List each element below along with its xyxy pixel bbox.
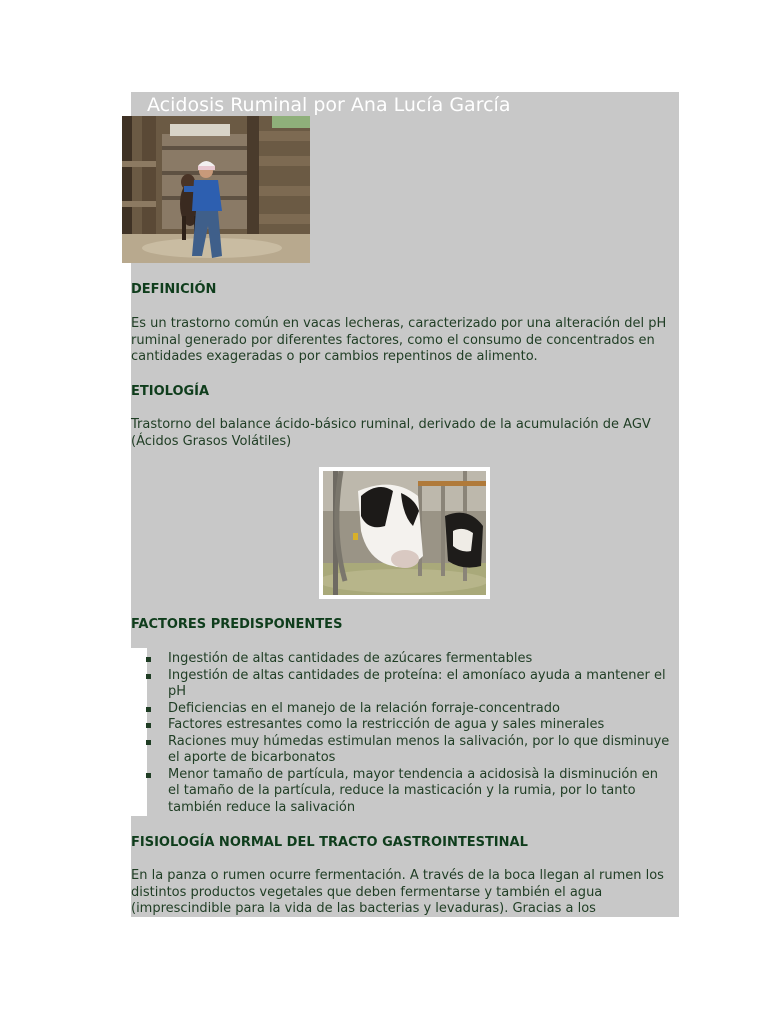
- text-line: pH: [168, 684, 187, 699]
- text-line: Ingestión de altas cantidades de azúcares fermentables: [168, 651, 533, 666]
- text-line: Deficiencias en el manejo de la relación forraje-concentrado: [168, 700, 560, 716]
- text-line: (imprescindible para la vida de las bacterias y levaduras). Gracias a los: [131, 901, 596, 916]
- text-line: también reduce la salivación: [168, 799, 356, 815]
- list-item: [146, 734, 681, 767]
- photo-frame: [319, 467, 490, 599]
- list-item: [146, 668, 681, 701]
- bullet-icon: [146, 657, 151, 662]
- paragraph-definicion: [131, 316, 679, 366]
- text-line: el tamaño de la partícula, reduce la masticación y la rumia, por lo tanto: [168, 783, 636, 798]
- text-line: En la panza o rumen ocurre fermentación. A través de la boca llegan al rumen los: [131, 868, 664, 883]
- text-line: Es un trastorno común en vacas lecheras, caracterizado por una alteración del pH: [131, 316, 667, 331]
- text-line: Factores estresantes como la restricción de agua y sales minerales: [168, 717, 605, 732]
- bullet-icon: [146, 674, 151, 679]
- photo-woman-with-calf: [122, 116, 310, 263]
- heading-etiologia: ETIOLOGÍA: [131, 384, 210, 399]
- panel-gap: [131, 648, 147, 816]
- factores-list: [146, 651, 681, 816]
- paragraph-fisiologia: [131, 868, 679, 918]
- text-line: ruminal generado por diferentes factores, como el consumo de concentrados en: [131, 332, 655, 348]
- list-item: [146, 767, 681, 817]
- list-item: [146, 701, 681, 718]
- text-line: cantidades exageradas o por cambios repentinos de alimento.: [131, 349, 538, 364]
- bullet-icon: [146, 723, 151, 728]
- paragraph-etiologia: [131, 417, 679, 450]
- text-line: Menor tamaño de partícula, mayor tendencia a acidosisà la disminución en: [168, 766, 658, 782]
- photo-cows-feeding: [323, 471, 486, 595]
- list-item: [146, 651, 681, 668]
- text-line: Trastorno del balance ácido-básico ruminal, derivado de la acumulación de AGV: [131, 417, 651, 432]
- text-line: el aporte de bicarbonatos: [168, 750, 336, 765]
- heading-fisiologia: FISIOLOGÍA NORMAL DEL TRACTO GASTROINTESTINAL: [131, 835, 528, 850]
- text-line: distintos productos vegetales que deben fermentarse y también el agua: [131, 884, 603, 900]
- text-line: (Ácidos Grasos Volátiles): [131, 433, 292, 449]
- text-line: Raciones muy húmedas estimulan menos la salivación, por lo que disminuye: [168, 733, 670, 749]
- heading-definicion: DEFINICIÓN: [131, 282, 217, 297]
- list-item: [146, 717, 681, 734]
- bullet-icon: [146, 707, 151, 712]
- bullet-icon: [146, 740, 151, 745]
- text-line: Ingestión de altas cantidades de proteína: el amoníaco ayuda a mantener el: [168, 667, 666, 683]
- page-title: Acidosis Ruminal por Ana Lucía García: [147, 94, 511, 116]
- bullet-icon: [146, 773, 151, 778]
- heading-factores: FACTORES PREDISPONENTES: [131, 617, 343, 632]
